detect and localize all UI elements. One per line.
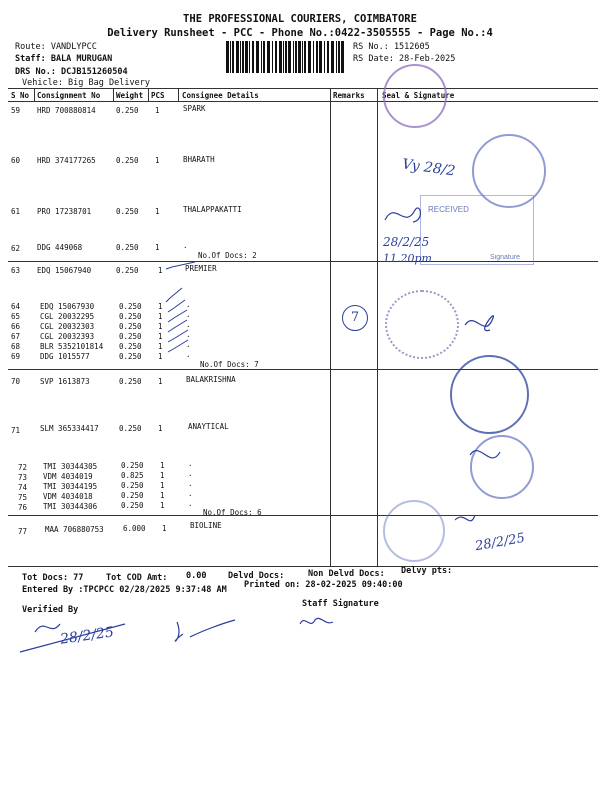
col-divider xyxy=(34,88,35,101)
col-seal-signature: Seal & Signature xyxy=(382,91,455,100)
runsheet-subtitle: Delivery Runsheet - PCC - Phone No.:0422-3505555 - Page No.:4 xyxy=(107,27,493,39)
company-seal xyxy=(383,64,447,128)
verified-by: Verified By xyxy=(22,605,79,615)
drs-number: DRS No.: DCJB151260504 xyxy=(15,67,128,77)
rs-date: RS Date: 28-Feb-2025 xyxy=(353,54,456,64)
col-consignee: Consignee Details xyxy=(182,91,259,100)
verified-date: 28/2/25 xyxy=(59,624,115,648)
tick-marks xyxy=(160,260,210,370)
handwritten-date: 28/2/25 xyxy=(474,530,527,555)
doc-count: No.Of Docs: 6 xyxy=(203,508,262,517)
remarks-mark: 7 xyxy=(342,305,368,331)
table-header-rule xyxy=(8,101,598,102)
doc-count: No.Of Docs: 2 xyxy=(198,251,257,260)
entered-by: Entered By :TPCPCC 02/28/2025 9:37:48 AM xyxy=(22,585,227,595)
col-divider xyxy=(178,88,179,101)
staff: Staff: BALA MURUGAN xyxy=(15,54,113,64)
printed-on: Printed on: 28-02-2025 09:40:00 xyxy=(244,580,403,590)
route: Route: VANDLYPCC xyxy=(15,42,97,52)
table-bottom-rule xyxy=(8,566,598,567)
col-pcs: PCS xyxy=(151,91,165,100)
company-title: THE PROFESSIONAL COURIERS, COIMBATORE xyxy=(183,13,417,25)
handwritten-time: 11.20pm xyxy=(383,252,432,265)
delvy-pts: Delvy pts: xyxy=(401,566,453,576)
delvd-docs: Delvd Docs: xyxy=(228,571,285,581)
col-consignment: Consignment No xyxy=(37,91,101,100)
handwritten-date: 28/2/25 xyxy=(383,235,430,249)
vehicle: Vehicle: Big Bag Delivery xyxy=(22,78,150,88)
doc-count: No.Of Docs: 7 xyxy=(200,360,259,369)
col-divider-remarks xyxy=(330,88,331,566)
footer-signatures xyxy=(15,612,355,662)
non-delvd-docs: Non Delvd Docs: xyxy=(308,569,385,579)
handwritten-note: Vy 28/2 xyxy=(401,156,457,180)
col-remarks: Remarks xyxy=(333,91,365,100)
tot-docs: Tot Docs: 77 xyxy=(22,573,84,583)
col-sno: S No xyxy=(11,91,30,100)
staff-signature-label: Staff Signature xyxy=(302,599,379,609)
rs-number: RS No.: 1512605 xyxy=(353,42,430,52)
col-weight: Weight xyxy=(116,91,144,100)
tot-cod-label: Tot COD Amt: xyxy=(106,573,168,583)
barcode xyxy=(226,41,344,73)
table-top-rule xyxy=(8,88,598,89)
stamp-received: RECEIVED xyxy=(428,205,469,214)
signatures xyxy=(375,190,595,550)
stamp-signature: Signature xyxy=(490,254,520,261)
col-divider xyxy=(113,88,114,101)
col-divider xyxy=(148,88,149,101)
tot-cod-amount: 0.00 xyxy=(186,571,207,581)
